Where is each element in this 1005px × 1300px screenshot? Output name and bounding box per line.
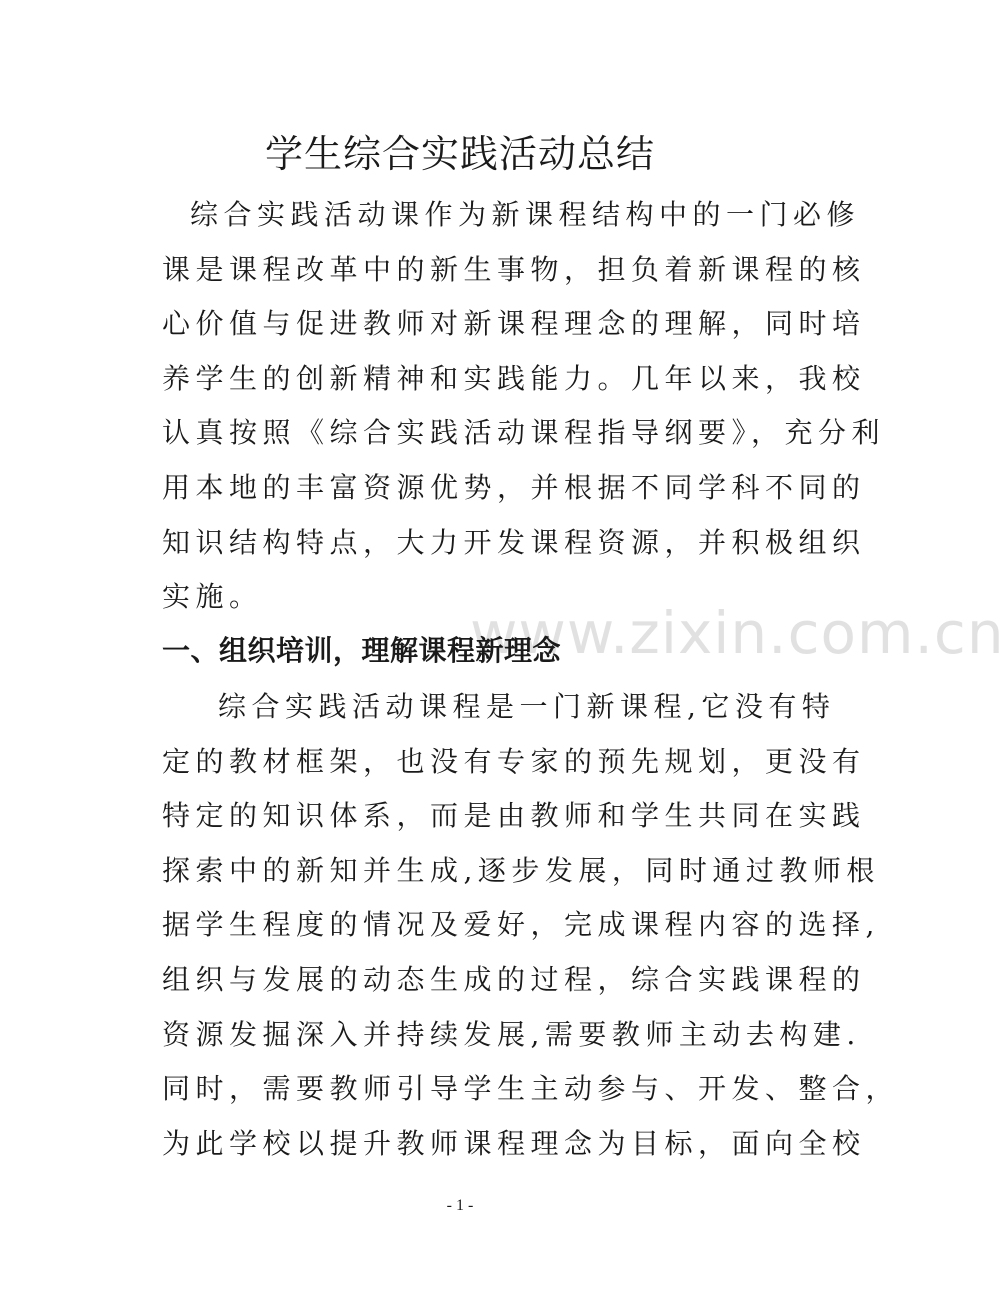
- paragraph-line: 心价值与促进教师对新课程理念的理解，同时培: [162, 307, 866, 341]
- intro-paragraph: [162, 188, 886, 625]
- paragraph-line: 定的教材框架，也没有专家的预先规划，更没有: [162, 744, 866, 778]
- page-number: - 1 -: [446, 1197, 474, 1214]
- paragraph-line: 认真按照《综合实践活动课程指导纲要》，充分利: [162, 416, 886, 450]
- document-title: 学生综合实践活动总结: [264, 132, 655, 176]
- section-heading: 一、组织培训，理解课程新理念: [162, 634, 562, 667]
- paragraph-line: 同时，需要教师引导学生主动参与、开发、整合，: [162, 1072, 900, 1106]
- paragraph-line: 课是课程改革中的新生事物，担负着新课程的核: [162, 252, 866, 286]
- paragraph-line: 实施。: [162, 580, 263, 614]
- paragraph-line: 据学生程度的情况及爱好，完成课程内容的选择,: [162, 908, 880, 942]
- paragraph-line: 为此学校以提升教师课程理念为目标，面向全校: [162, 1126, 866, 1160]
- paragraph-line: 知识结构特点，大力开发课程资源，并积极组织: [162, 525, 866, 559]
- paragraph-line: 资源发掘深入并持续发展,需要教师主动去构建.: [162, 1017, 861, 1051]
- section-paragraph: [162, 680, 900, 1171]
- paragraph-line: 综合实践活动课作为新课程结构中的一门必修: [190, 198, 861, 231]
- paragraph-line: 综合实践活动课程是一门新课程,它没有特: [218, 690, 836, 723]
- paragraph-line: 探索中的新知并生成,逐步发展，同时通过教师根: [162, 853, 880, 887]
- paragraph-line: 特定的知识体系，而是由教师和学生共同在实践: [162, 799, 866, 833]
- watermark: www.zixin.com.cn: [470, 599, 1005, 667]
- paragraph-line: 组织与发展的动态生成的过程，综合实践课程的: [162, 962, 866, 996]
- paragraph-line: 用本地的丰富资源优势，并根据不同学科不同的: [162, 470, 866, 504]
- paragraph-line: 养学生的创新精神和实践能力。几年以来，我校: [162, 361, 866, 395]
